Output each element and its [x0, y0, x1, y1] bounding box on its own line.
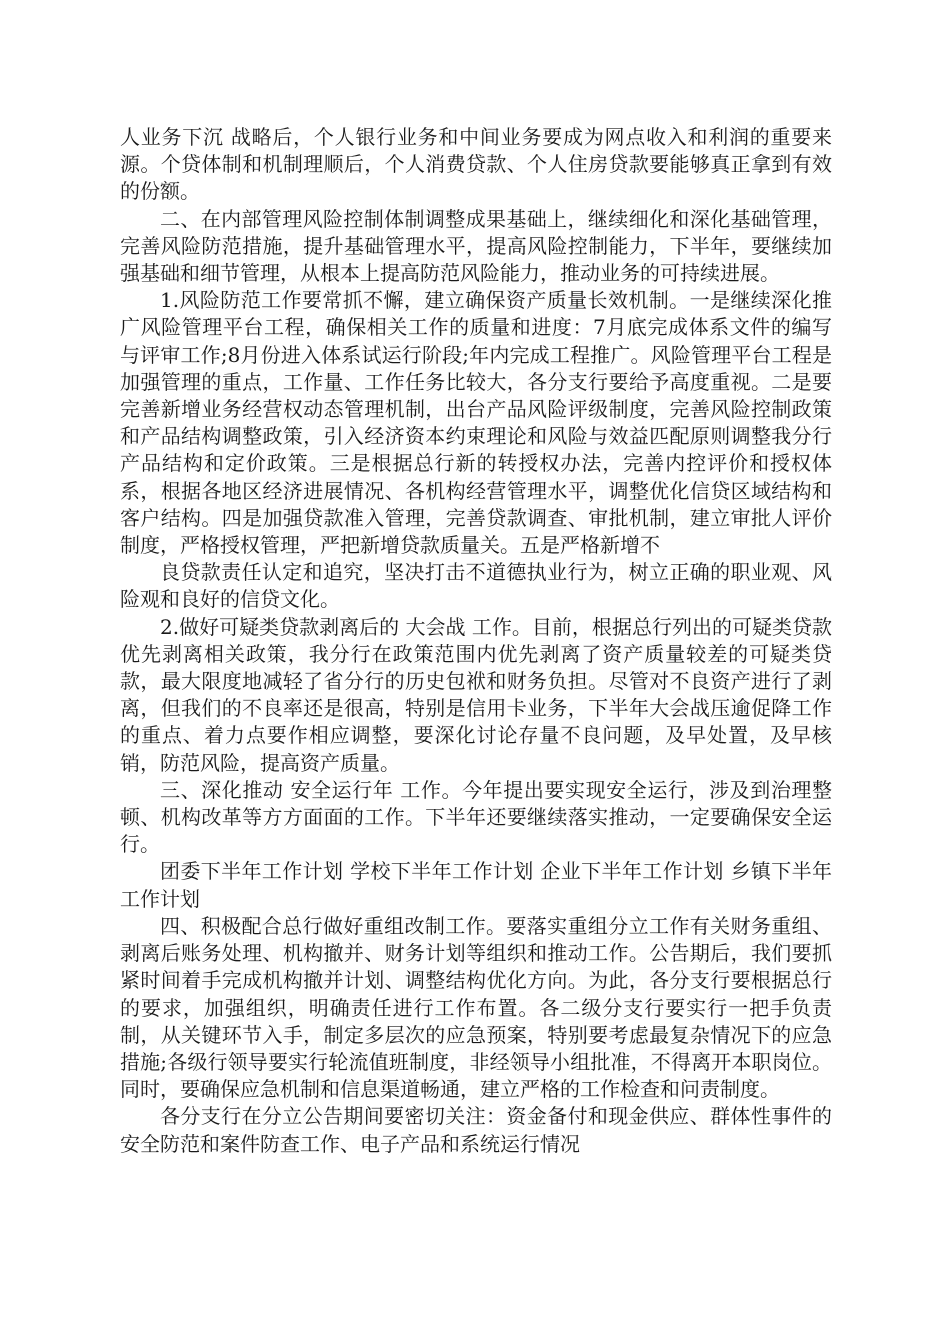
paragraph-related-plans: 团委下半年工作计划 学校下半年工作计划 企业下半年工作计划 乡镇下半年工作计划 — [120, 859, 832, 911]
document-body — [120, 124, 832, 1158]
paragraph-personal-banking: 人业务下沉 战略后，个人银行业务和中间业务要成为网点收入和利润的重要来源。个贷体制和机制理顺后，个人消费贷款、个人住房贷款要能够真正拿到有效的份额。 — [120, 125, 832, 204]
paragraph-risk-prevention: 1.风险防范工作要常抓不懈，建立确保资产质量长效机制。一是继续深化推广风险管理平台工程，确保相关工作的质量和进度：7月底完成体系文件的编写与评审工作;8月份进入体系试运行阶段;年内完成工程推广。风险管理平台工程是加强管理的重点，工作量、工作任务比较大，各分支行要给予高度重视。二是要完善新增业务经营权动态管理机制，出台产品风险评级制度，完善风险控制政策和产品结构调整政策，引入经济资本约束理论和风险与效益匹配原则调整我分行产品结构和定价政策。三是根据总行新的转授权办法，完善内控评价和授权体系，根据各地区经济进展情况、各机构经营管理水平，调整优化信贷区域结构和客户结构。四是加强贷款准入管理，完善贷款调查、审批机制，建立审批人评价制度，严格授权管理，严把新增贷款质量关。五是严格新增不 — [120, 288, 832, 558]
paragraph-doubtful-loan-campaign: 2.做好可疑类贷款剥离后的 大会战 工作。目前，根据总行列出的可疑类贷款优先剥离相关政策，我分行在政策范围内优先剥离了资产质量较差的可疑类贷款，最大限度地减轻了省分行的历史包袱和财务负担。尽管对不良资产进行了剥离，但我们的不良率还是很高，特别是信用卡业务，下半年大会战压逾促降工作的重点、着力点要作相应调整，要深化讨论存量不良问题，及早处置，及早核销，防范风险，提高资产质量。 — [120, 614, 832, 775]
paragraph-bad-loan-accountability: 良贷款责任认定和追究，坚决打击不道德执业行为，树立正确的职业观、风险观和良好的信贷文化。 — [120, 560, 832, 612]
paragraph-section-three-safe-operation: 三、深化推动 安全运行年 工作。今年提出要实现安全运行，涉及到治理整顿、机构改革等方方面面的工作。下半年还要继续落实推动，一定要确保安全运行。 — [120, 777, 832, 857]
paragraph-announcement-period: 各分支行在分立公告期间要密切关注：资金备付和现金供应、群体性事件的安全防范和案件防查工作、电子产品和系统运行情况 — [120, 1104, 832, 1156]
paragraph-section-four-restructuring: 四、积极配合总行做好重组改制工作。要落实重组分立工作有关财务重组、剥离后账务处理、机构撤并、财务计划等组织和推动工作。公告期后，我们要抓紧时间着手完成机构撤并计划、调整结构优化方向。为此，各分支行要根据总行的要求，加强组织，明确责任进行工作布置。各二级分支行要实行一把手负责制，从关键环节入手，制定多层次的应急预案，特别要考虑最复杂情况下的应急措施;各级行领导要实行轮流值班制度，非经领导小组批准，不得离开本职岗位。同时，要确保应急机制和信息渠道畅通，建立严格的工作检查和问责制度。 — [120, 913, 832, 1102]
paragraph-section-two-risk-control: 二、在内部管理风险控制体制调整成果基础上，继续细化和深化基础管理，完善风险防范措施，提升基础管理水平，提高风险控制能力，下半年，要继续加强基础和细节管理，从根本上提高防范风险能力，推动业务的可持续进展。 — [120, 206, 832, 286]
